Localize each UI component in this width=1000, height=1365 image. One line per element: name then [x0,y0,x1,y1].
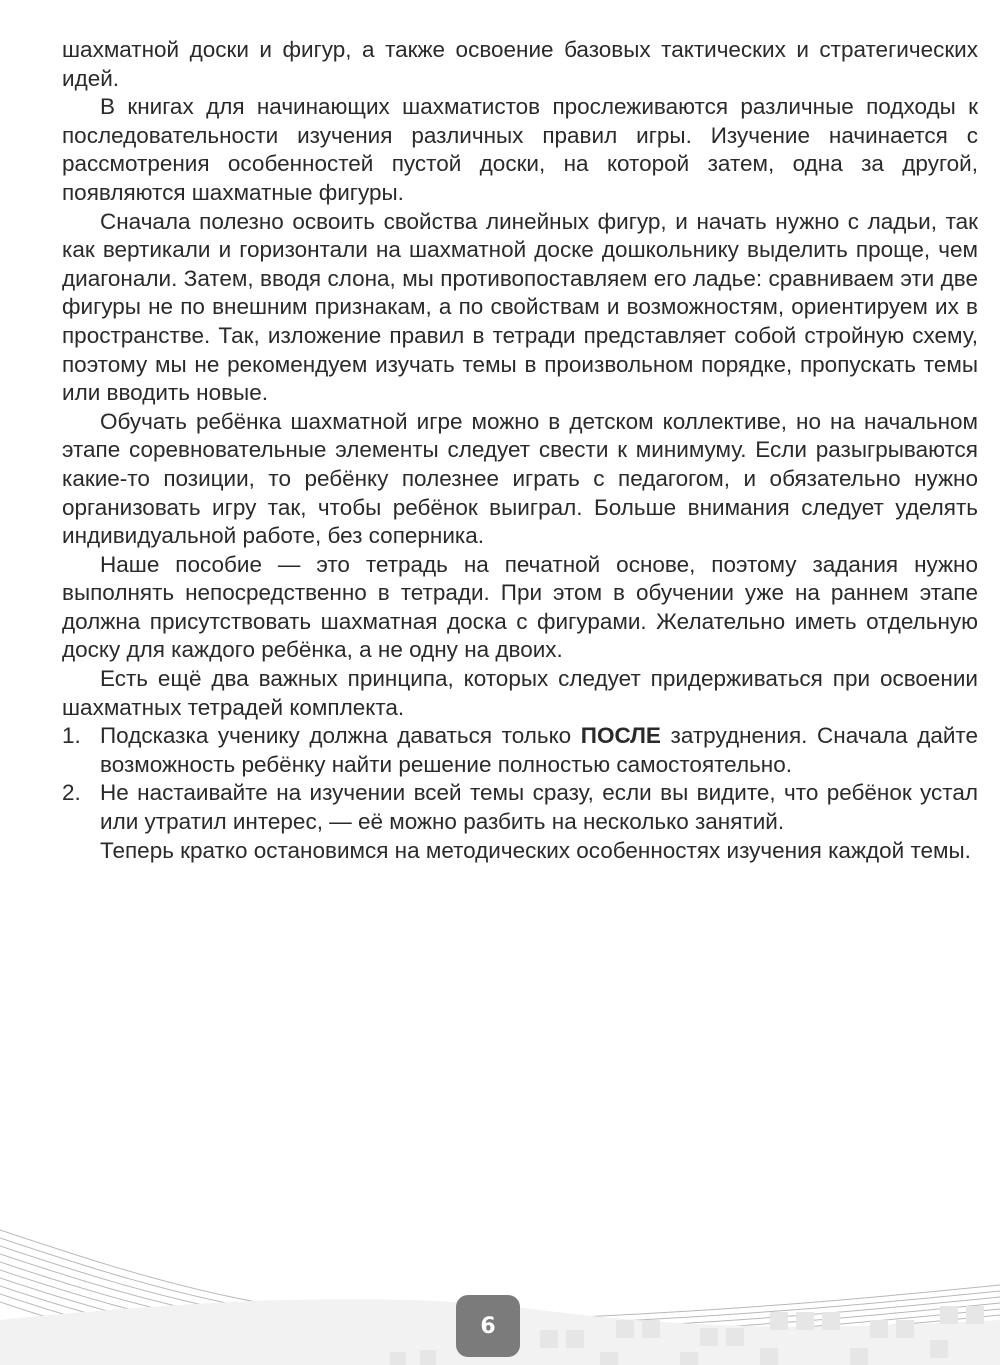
page-number: 6 [480,1313,496,1339]
list-number: 2. [62,780,81,806]
paragraph-linear-pieces: Сначала полезно освоить свойства линейных фигур, и начать нужно с ладьи, так как вертикали и горизонтали на шахматной доске дошкольнику выделить проще, чем диагонали. Затем, вводя слона, мы противопоставляем его ладье: сравниваем эти две фигуры не по внешним признакам, а по свойствам и возможностям, ориентируем их в пространстве. Так, изложение правил в тетради представляет собой стройную схему, поэтому мы не рекомендуем изучать темы в произвольном порядке, пропускать темы или вводить новые. [62,208,978,406]
list-item [62,779,978,836]
page-number-badge [456,1295,520,1357]
list-text-before: Подсказка ученику должна даваться только [100,723,581,749]
list-emphasis: ПОСЛЕ [580,723,661,749]
principles-list [62,722,978,836]
paragraph-workbook: Наше пособие — это тетрадь на печатной основе, поэтому задания нужно выполнять непосредственно в тетради. При этом в обучении уже на раннем этапе должна присутствовать шахматная доска с фигурами. Желательно иметь отдельную доску для каждого ребёнка, а не одну на двоих. [62,551,978,663]
paragraph-principles: Есть ещё два важных принципа, которых следует придерживаться при освоении шахматных тетрадей комплекта. [62,666,978,720]
list-text: Не настаивайте на изучении всей темы сразу, если вы видите, что ребёнок устал или утратил интерес, — её можно разбить на несколько занятий. [100,780,978,835]
paragraph-approaches: В книгах для начинающих шахматистов прослеживаются различные подходы к последовательности изучения различных правил игры. Изучение начинается с рассмотрения особенностей пустой доски, на которой затем, одна за другой, появляются шахматные фигуры. [62,94,978,205]
list-item [62,722,978,779]
paragraph-conclusion: Теперь кратко остановимся на методических особенностях изучения каждой темы. [100,837,971,863]
list-number: 1. [62,723,81,749]
paragraph-continued: шахматной доски и фигур, а также освоение базовых тактических и стратегических идей. [62,37,978,91]
list-text-after: затруднения. Сначала дайте возможность ребёнку найти решение полностью самостоятельно. [100,723,978,777]
body-text [62,36,978,865]
paragraph-group-learning: Обучать ребёнка шахматной игре можно в детском коллективе, но на начальном этапе соревновательные элементы следует свести к минимуму. Если разыгрываются какие-то позиции, то ребёнку полезнее играть с педагогом, и обязательно нужно организовать игру так, чтобы ребёнок выиграл. Больше внимания следует уделять индивидуальной работе, без соперника. [62,408,978,549]
